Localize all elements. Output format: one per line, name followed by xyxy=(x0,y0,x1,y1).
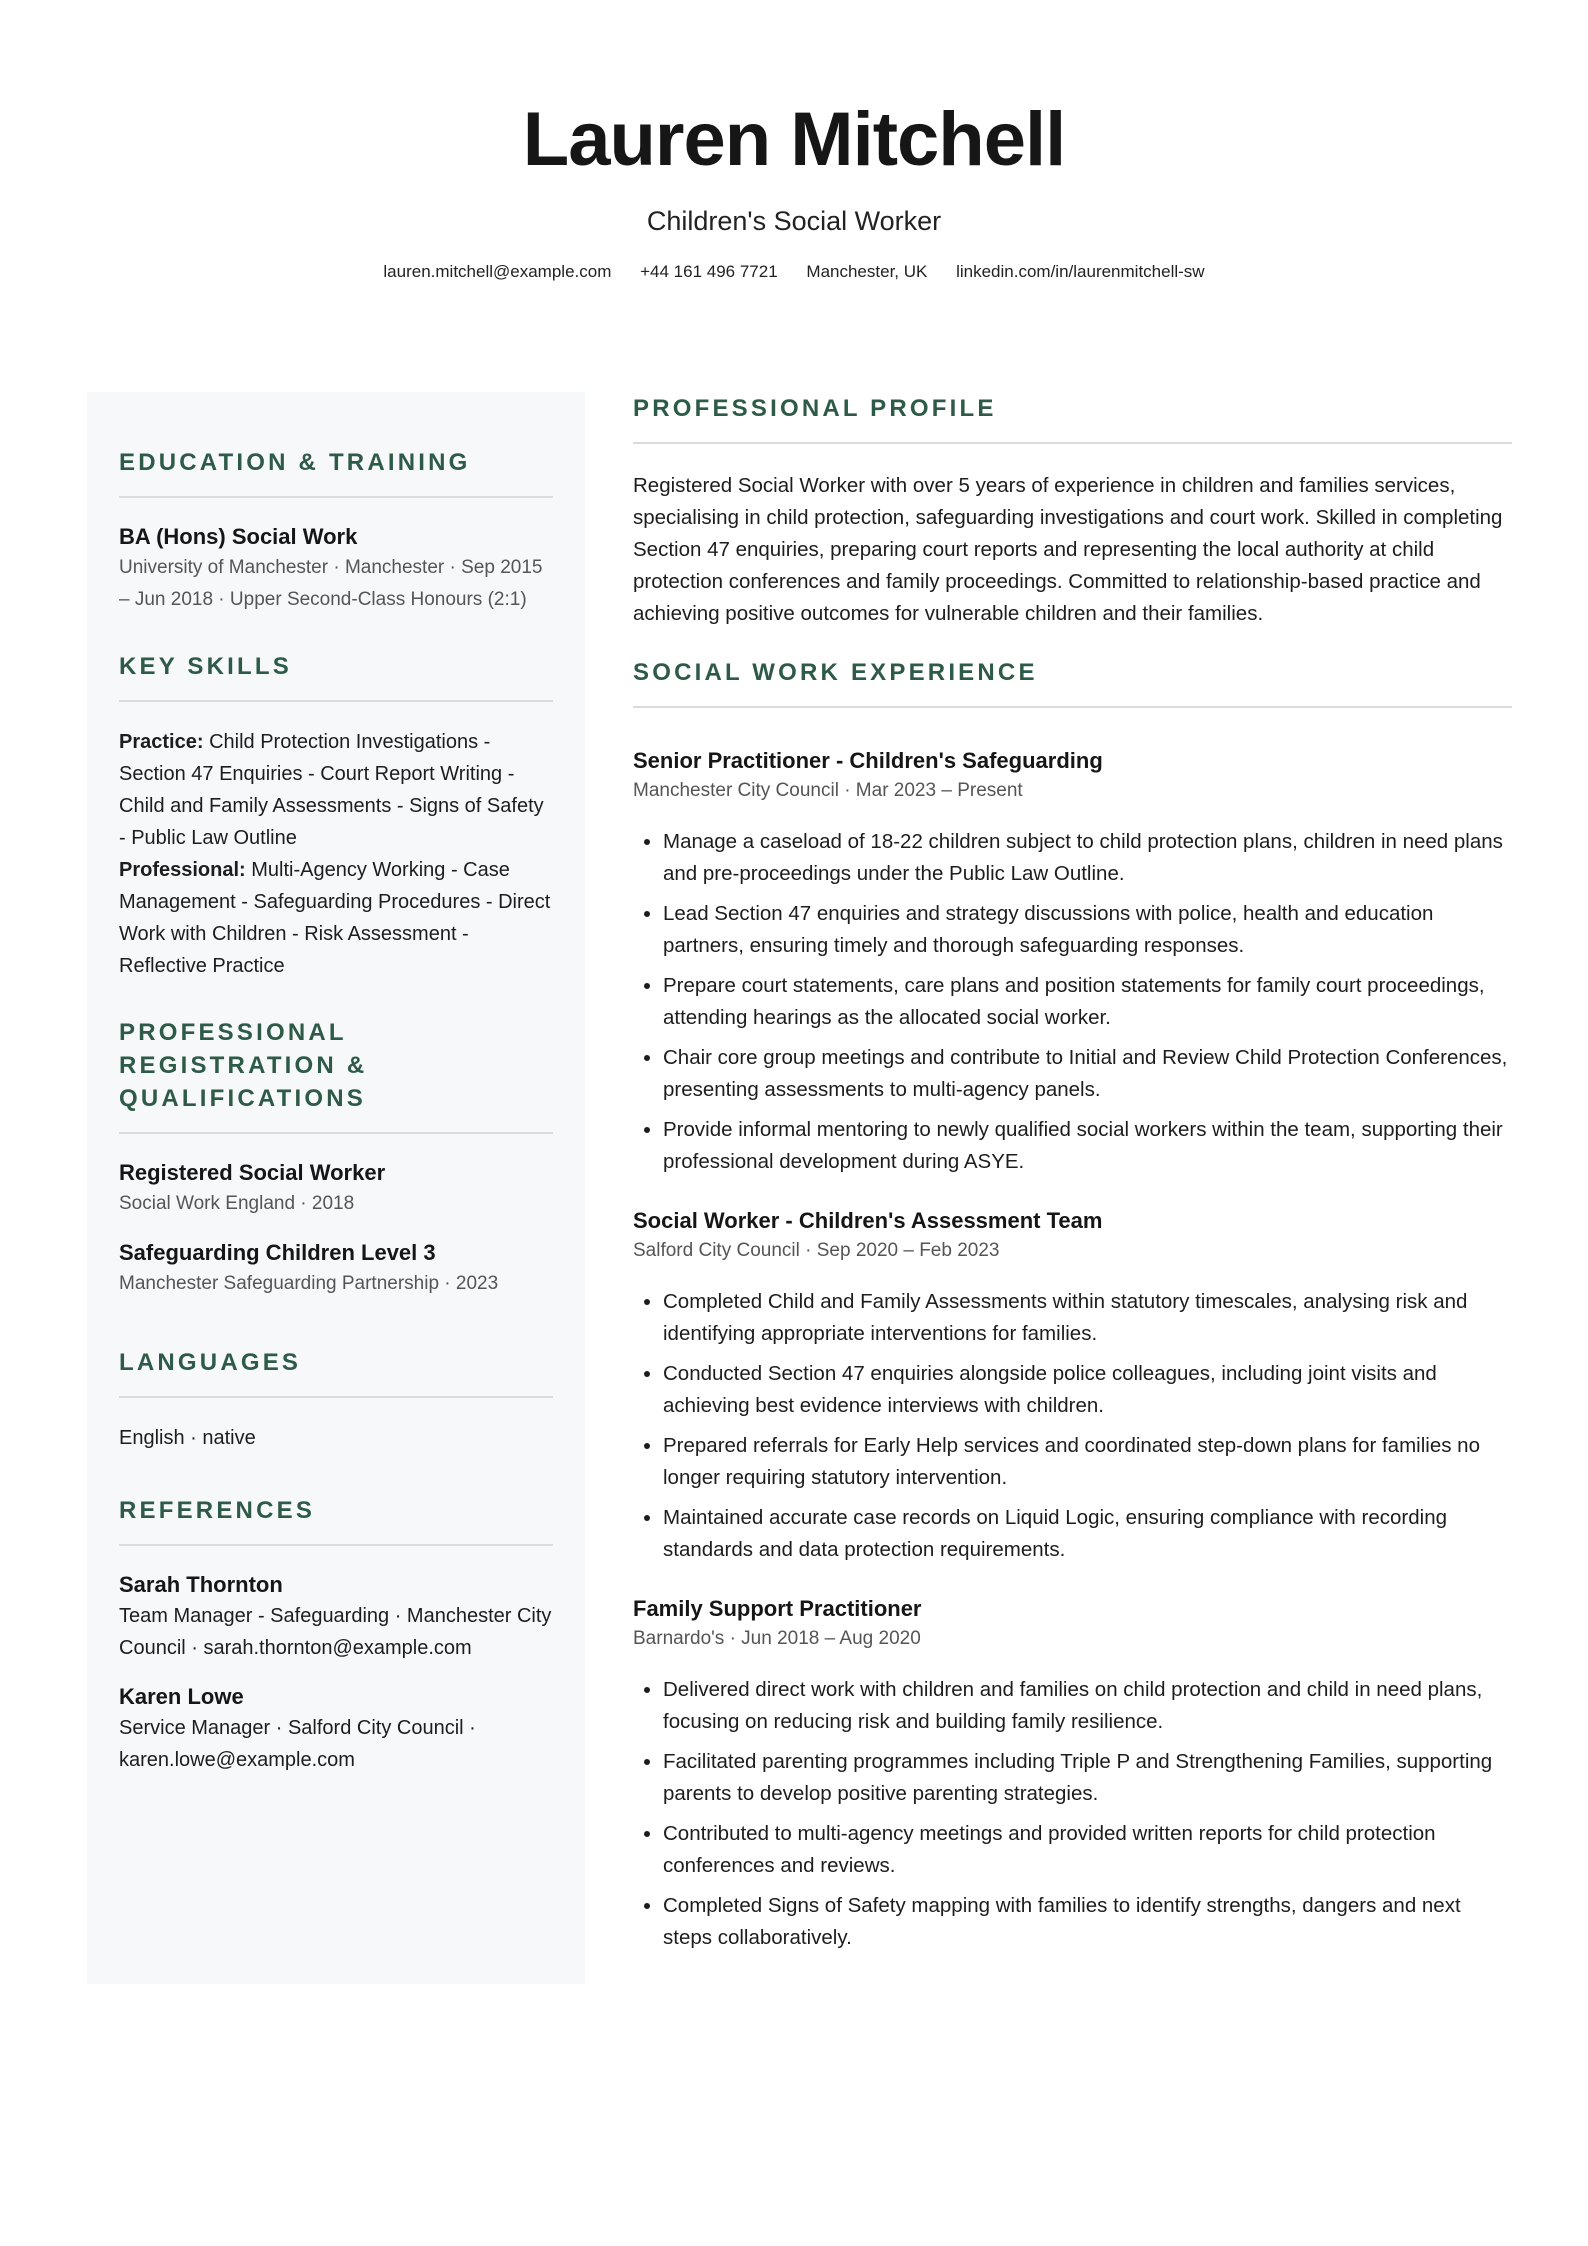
contact-email: lauren.mitchell@example.com xyxy=(383,262,612,281)
contact-phone: +44 161 496 7721 xyxy=(640,262,778,281)
registration-meta: Social Work England · 2018 xyxy=(119,1193,355,1214)
education-entry xyxy=(119,522,553,616)
reference-details: Team Manager - Safeguarding · Manchester City Council · sarah.thornton@example.com xyxy=(119,1605,552,1659)
job-entry xyxy=(633,1206,1512,1566)
job-bullets xyxy=(633,1674,1512,1954)
education-heading: EDUCATION & TRAINING xyxy=(119,446,553,498)
registration-heading: PROFESSIONAL REGISTRATION & QUALIFICATIONS xyxy=(119,1016,553,1134)
main-column xyxy=(633,392,1512,1962)
reference-item xyxy=(119,1682,553,1776)
job-bullet: • Prepared referrals for Early Help services and coordinated step-down plans for families no longer requiring statutory intervention. xyxy=(663,1430,1512,1494)
skills-professional-text: Multi-Agency Working - Case Management - Safeguarding Procedures - Direct Work with Children - Risk Assessment - Reflective Practice xyxy=(119,859,551,977)
resume-header xyxy=(0,0,1588,284)
reference-details: Service Manager · Salford City Council · karen.lowe@example.com xyxy=(119,1717,476,1771)
job-bullet: • Manage a caseload of 18-22 children subject to child protection plans, children in need plans and pre-proceedings under the Public Law Outline. xyxy=(663,826,1512,890)
job-bullet: • Provide informal mentoring to newly qualified social workers within the team, supporting their professional development during ASYE. xyxy=(663,1114,1512,1178)
skills-section xyxy=(119,650,553,982)
job-bullet: • Chair core group meetings and contribute to Initial and Review Child Protection Conferences, presenting assessments to multi-agency panels. xyxy=(663,1042,1512,1106)
sidebar xyxy=(87,392,585,1984)
profile-section xyxy=(633,392,1512,630)
job-meta: Barnardo's · Jun 2018 – Aug 2020 xyxy=(633,1628,921,1649)
job-role: Family Support Practitioner xyxy=(633,1596,922,1621)
job-role: Senior Practitioner - Children's Safeguarding xyxy=(633,748,1103,773)
references-section xyxy=(119,1494,553,1776)
reference-name: Sarah Thornton xyxy=(119,1572,283,1597)
registration-name: Safeguarding Children Level 3 xyxy=(119,1240,436,1265)
skills-practice-label: Practice: xyxy=(119,731,204,753)
contact-line xyxy=(0,260,1588,284)
job-bullet: • Lead Section 47 enquiries and strategy discussions with police, health and education partners, ensuring timely and thorough safeguarding responses. xyxy=(663,898,1512,962)
job-bullet: • Facilitated parenting programmes including Triple P and Strengthening Families, supporting parents to develop positive parenting strategies. xyxy=(663,1746,1512,1810)
job-entry xyxy=(633,746,1512,1178)
job-meta: Manchester City Council · Mar 2023 – Present xyxy=(633,780,1023,801)
job-bullet: • Completed Child and Family Assessments within statutory timescales, analysing risk and identifying appropriate interventions for families. xyxy=(663,1286,1512,1350)
reference-name: Karen Lowe xyxy=(119,1684,244,1709)
degree-details: University of Manchester · Manchester · Sep 2015 – Jun 2018 · Upper Second-Class Honours (2:1) xyxy=(119,557,543,610)
job-bullet: • Prepare court statements, care plans and position statements for family court proceedings, attending hearings as the allocated social worker. xyxy=(663,970,1512,1034)
job-bullet: • Delivered direct work with children and families on child protection and child in need plans, focusing on reducing risk and building family resilience. xyxy=(663,1674,1512,1738)
contact-location: Manchester, UK xyxy=(806,262,928,281)
references-heading: REFERENCES xyxy=(119,1494,553,1546)
skills-practice xyxy=(119,726,553,854)
registration-meta: Manchester Safeguarding Partnership · 2023 xyxy=(119,1273,499,1294)
reference-item xyxy=(119,1570,553,1664)
languages-section xyxy=(119,1346,553,1454)
job-entry xyxy=(633,1594,1512,1954)
degree-name: BA (Hons) Social Work xyxy=(119,524,358,549)
job-bullet: • Conducted Section 47 enquiries alongside police colleagues, including joint visits and achieving best evidence interviews with children. xyxy=(663,1358,1512,1422)
job-bullets xyxy=(633,1286,1512,1566)
registration-section xyxy=(119,1016,553,1300)
profile-text: Registered Social Worker with over 5 years of experience in children and families services, specialising in child protection, safeguarding investigations and court work. Skilled in completing Section 47 enquiries, preparing court reports and representing the local authority at child protection conferences and family proceedings. Committed to relationship-based practice and achieving positive outcomes for vulnerable children and their families. xyxy=(633,474,1503,625)
registration-item xyxy=(119,1158,553,1220)
languages-heading: LANGUAGES xyxy=(119,1346,553,1398)
contact-linkedin: linkedin.com/in/laurenmitchell-sw xyxy=(956,262,1205,281)
profile-heading: PROFESSIONAL PROFILE xyxy=(633,392,1512,444)
experience-heading: SOCIAL WORK EXPERIENCE xyxy=(633,656,1512,708)
job-bullet: • Maintained accurate case records on Liquid Logic, ensuring compliance with recording standards and data protection requirements. xyxy=(663,1502,1512,1566)
job-role: Social Worker - Children's Assessment Team xyxy=(633,1208,1103,1233)
job-bullet: • Completed Signs of Safety mapping with families to identify strengths, dangers and next steps collaboratively. xyxy=(663,1890,1512,1954)
job-bullet: • Contributed to multi-agency meetings and provided written reports for child protection conferences and reviews. xyxy=(663,1818,1512,1882)
candidate-name: Lauren Mitchell xyxy=(522,97,1066,182)
job-bullets xyxy=(633,826,1512,1178)
education-section xyxy=(119,446,553,616)
registration-name: Registered Social Worker xyxy=(119,1160,386,1185)
skills-professional-label: Professional: xyxy=(119,859,246,881)
skills-practice-text: Child Protection Investigations - Section 47 Enquiries - Court Report Writing - Child and Family Assessments - Signs of Safety - Public Law Outline xyxy=(119,731,544,849)
candidate-title: Children's Social Worker xyxy=(646,206,942,236)
languages-text: English · native xyxy=(119,1427,256,1449)
registration-item xyxy=(119,1238,553,1300)
skills-professional xyxy=(119,854,553,982)
skills-heading: KEY SKILLS xyxy=(119,650,553,702)
job-meta: Salford City Council · Sep 2020 – Feb 2023 xyxy=(633,1240,1000,1261)
experience-section xyxy=(633,656,1512,1954)
